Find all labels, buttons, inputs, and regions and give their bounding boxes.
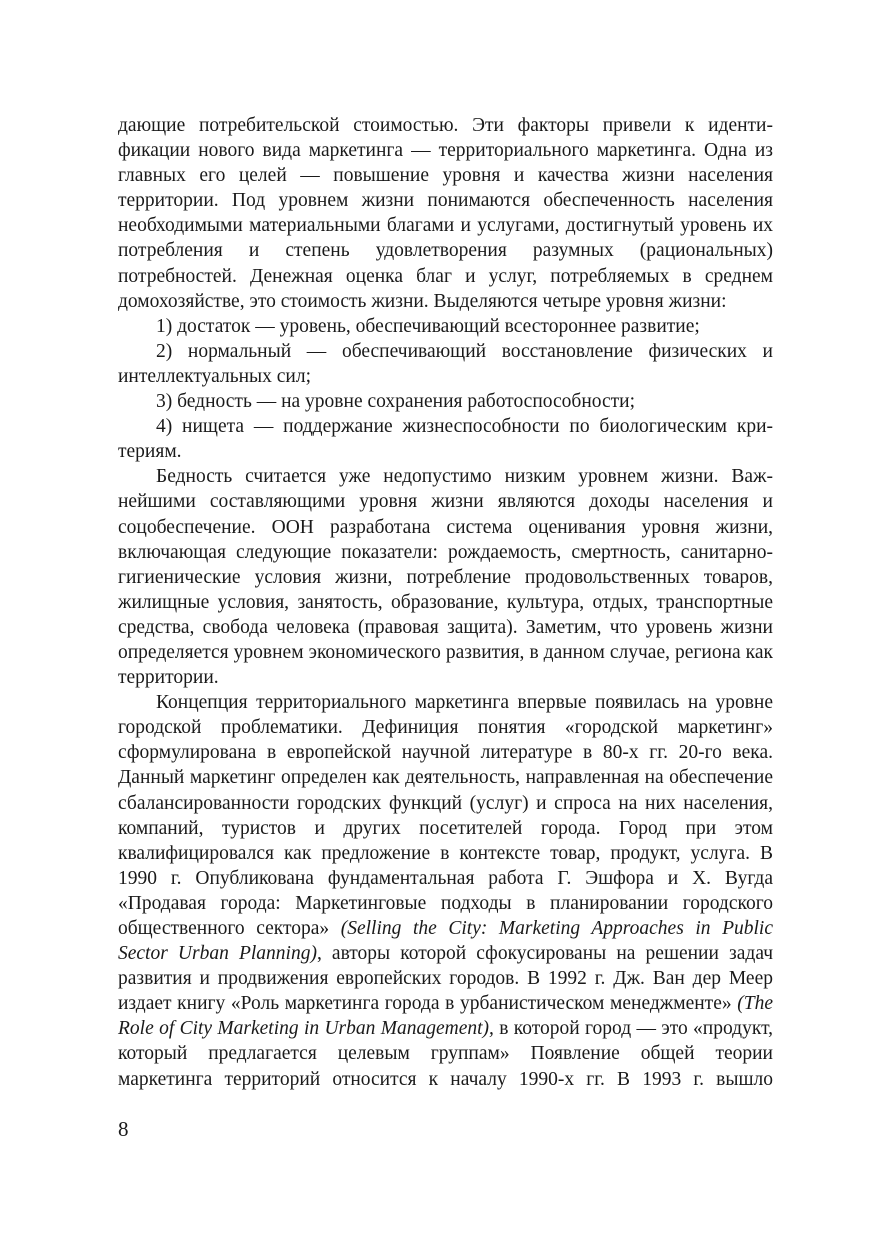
paragraph xyxy=(118,690,773,1092)
list-item-3: 3) бедность — на уровне сохранения работоспособности; xyxy=(156,391,636,413)
italic-title: (The Role of City Marketing in Urban Management), xyxy=(118,993,773,1040)
paragraph: дающие потребительской стоимостью. Эти факторы привели к идентификации нового вида маркетинга — территориального маркетинга. Одна из главных его целей — повышение уровня и качества жизни населения территории. Под уровнем жизни понимаются обеспеченность населения необходимыми материальными благами и услугами, достигнутый уровень их потребления и степень удовлетворения разумных (рациональных) потребностей. Денежная оценка благ и услуг, потребляемых в среднем домохозяйстве, это стоимость жизни. Выделяются четыре уровня жизни: xyxy=(118,115,773,312)
list-item-4: 4) нищета — поддержание жизнеспособности по биологическим критериям. xyxy=(118,416,773,463)
list-item-1: 1) достаток — уровень, обеспечивающий всестороннее развитие; xyxy=(156,315,700,337)
italic-title: (Selling the City: Marketing Approaches in Public Sector Urban Planning) xyxy=(118,918,773,965)
paragraph: Бедность считается уже недопустимо низким уровнем жизни. Важнейшими составляющими уровня жизни являются доходы населения и соцобеспечение. ООН разработана система оценивания уровня жизни, включающая следующие показатели: рождаемость, смертность, санитарно-гигиенические условия жизни, потребление продовольственных товаров, жилищные условия, занятость, образование, культура, отдых, транспортные средства, свобода человека (правовая защита). Заметим, что уровень жизни определяется уровнем экономического развития, в данном случае, региона как территории. xyxy=(118,466,773,689)
list-item-2: 2) нормальный — обеспечивающий восстановление физических и интеллектуальных сил; xyxy=(118,340,773,387)
page-body xyxy=(118,113,773,1092)
text-run: в которой город — это «продукт, который предлагается целевым группам» Появление общей теории маркетинга территорий относится к началу 1990-х гг. В 1993 г. вышло xyxy=(118,1018,773,1090)
page-number: 8 xyxy=(118,1117,129,1141)
text-run: , авторы которой сфокусированы на решении задач развития и продвижения европейских городов. В 1992 г. Дж. Ван дер Меер издает книгу «Роль маркетинга города в урбанистическом менеджменте» xyxy=(118,943,773,1015)
text-run: Концепция территориального маркетинга впервые появилась на уровне городской проблематики. Дефиниция понятия «городской маркетинг» сформулирована в европейской научной литературе в 80-х гг. 20-го века. Данный маркетинг определен как деятельность, направленная на обеспечение сбалансированности городских функций (услуг) и спроса на них населения, компаний, туристов и других посетителей города. Город при этом квалифицировался как предложение в контексте товар, продукт, услуга. В 1990 г. Опубликована фундаментальная работа Г. Эшфора и Х. Вугда «Продавая города: Маркетинговые подходы в планировании городского общественного сектора» xyxy=(118,692,773,939)
